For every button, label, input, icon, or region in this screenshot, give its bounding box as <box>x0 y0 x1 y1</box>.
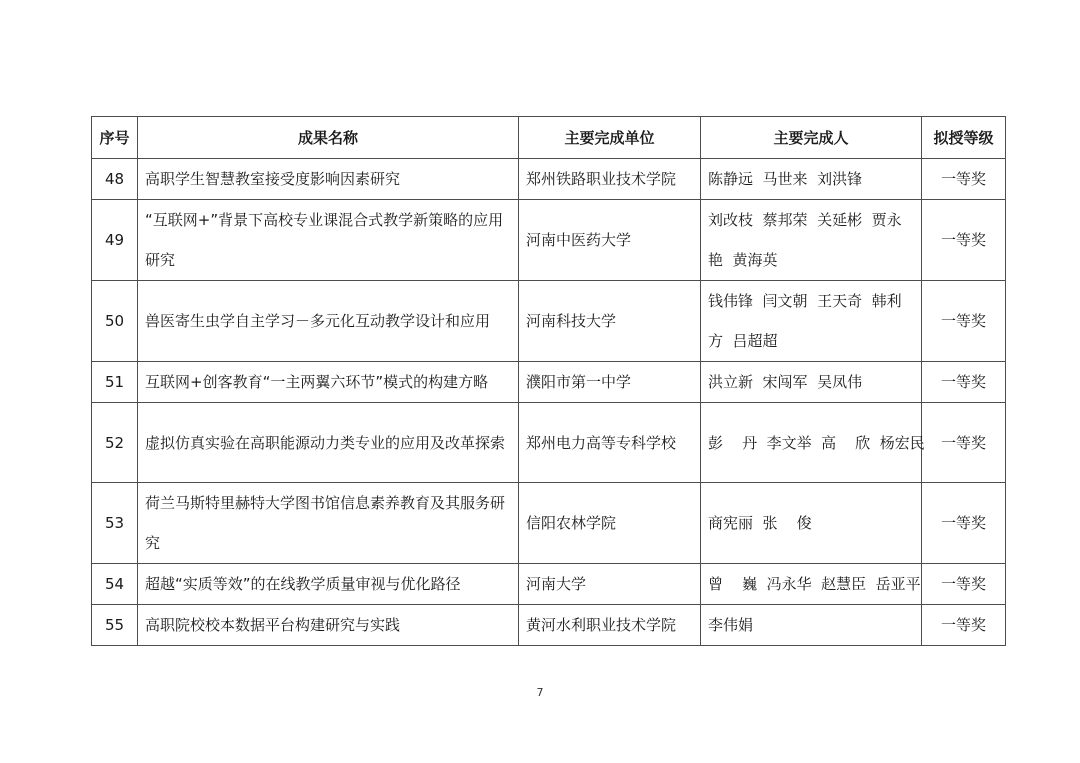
table-row <box>92 159 1006 200</box>
table-row <box>92 483 1006 564</box>
row-title: 互联网+创客教育“一主两翼六环节”模式的构建方略 <box>138 362 519 403</box>
row-title: 高职学生智慧教室接受度影响因素研究 <box>138 159 519 200</box>
row-people: 陈静远 马世来 刘洪锋 <box>701 159 922 200</box>
row-unit: 郑州铁路职业技术学院 <box>519 159 701 200</box>
row-no: 48 <box>92 159 138 200</box>
header-grade: 拟授等级 <box>922 117 1006 159</box>
row-title: 虚拟仿真实验在高职能源动力类专业的应用及改革探索 <box>138 403 519 483</box>
table-row <box>92 362 1006 403</box>
header-no: 序号 <box>92 117 138 159</box>
row-unit: 河南大学 <box>519 564 701 605</box>
row-unit: 河南科技大学 <box>519 281 701 362</box>
header-people: 主要完成人 <box>701 117 922 159</box>
row-unit: 濮阳市第一中学 <box>519 362 701 403</box>
row-no: 49 <box>92 200 138 281</box>
row-title: 超越“实质等效”的在线教学质量审视与优化路径 <box>138 564 519 605</box>
row-people: 钱伟锋 闫文朝 王天奇 韩利方 吕超超 <box>701 281 922 362</box>
row-no: 50 <box>92 281 138 362</box>
row-people: 曾 巍 冯永华 赵慧臣 岳亚平 <box>701 564 922 605</box>
header-title: 成果名称 <box>138 117 519 159</box>
awards-table <box>91 116 1006 646</box>
row-grade: 一等奖 <box>922 281 1006 362</box>
row-grade: 一等奖 <box>922 564 1006 605</box>
row-people: 商宪丽 张 俊 <box>701 483 922 564</box>
row-no: 52 <box>92 403 138 483</box>
table-row <box>92 200 1006 281</box>
row-title: “互联网+”背景下高校专业课混合式教学新策略的应用研究 <box>138 200 519 281</box>
table-row <box>92 605 1006 646</box>
row-grade: 一等奖 <box>922 200 1006 281</box>
row-grade: 一等奖 <box>922 159 1006 200</box>
row-people: 洪立新 宋闯军 吴凤伟 <box>701 362 922 403</box>
row-grade: 一等奖 <box>922 362 1006 403</box>
row-grade: 一等奖 <box>922 605 1006 646</box>
row-no: 54 <box>92 564 138 605</box>
row-unit: 河南中医药大学 <box>519 200 701 281</box>
row-no: 53 <box>92 483 138 564</box>
row-unit: 信阳农林学院 <box>519 483 701 564</box>
row-unit: 黄河水利职业技术学院 <box>519 605 701 646</box>
row-no: 55 <box>92 605 138 646</box>
row-title: 兽医寄生虫学自主学习－多元化互动教学设计和应用 <box>138 281 519 362</box>
row-unit: 郑州电力高等专科学校 <box>519 403 701 483</box>
table-header-row <box>92 117 1006 159</box>
row-title: 荷兰马斯特里赫特大学图书馆信息素养教育及其服务研究 <box>138 483 519 564</box>
row-no: 51 <box>92 362 138 403</box>
row-grade: 一等奖 <box>922 483 1006 564</box>
table-row <box>92 564 1006 605</box>
row-grade: 一等奖 <box>922 403 1006 483</box>
row-title: 高职院校校本数据平台构建研究与实践 <box>138 605 519 646</box>
page-number: 7 <box>536 686 544 699</box>
row-people: 刘改枝 蔡邦荣 关延彬 贾永艳 黄海英 <box>701 200 922 281</box>
header-unit: 主要完成单位 <box>519 117 701 159</box>
table-row <box>92 281 1006 362</box>
row-people: 李伟娟 <box>701 605 922 646</box>
table-row <box>92 403 1006 483</box>
row-people: 彭 丹 李文举 高 欣 杨宏民 <box>701 403 922 483</box>
